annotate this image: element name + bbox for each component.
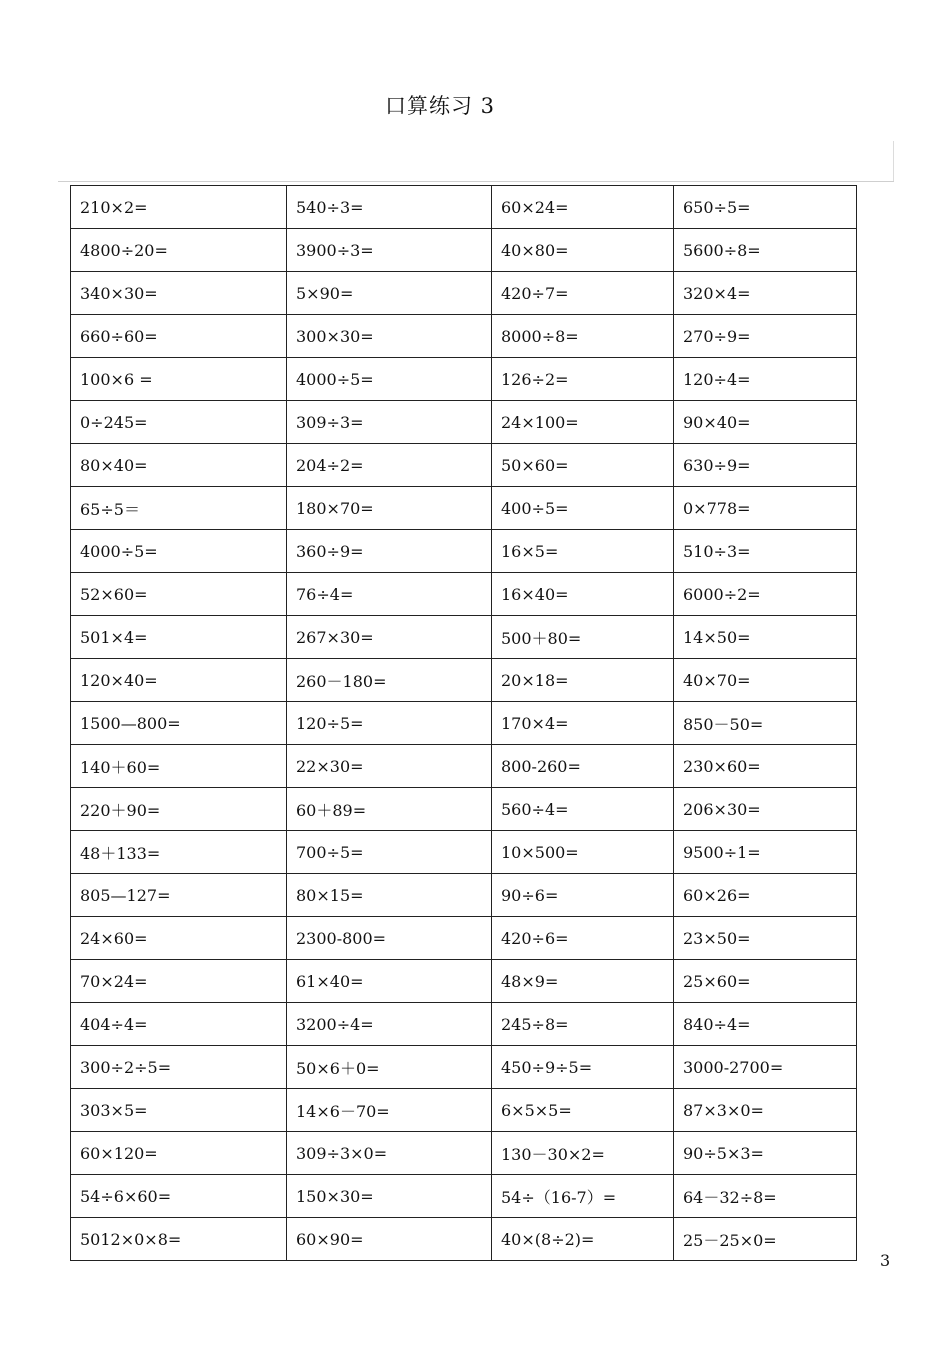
problem-cell: 100×6 = (71, 358, 287, 401)
problem-cell: 220＋90= (71, 788, 287, 831)
problem-cell: 54÷6×60= (71, 1175, 287, 1218)
problem-cell: 126÷2= (492, 358, 674, 401)
problem-cell: 150×30= (287, 1175, 492, 1218)
problem-cell: 22×30= (287, 745, 492, 788)
problem-cell: 40×70= (674, 659, 857, 702)
problem-cell: 230×60= (674, 745, 857, 788)
problem-cell: 1500—800= (71, 702, 287, 745)
problem-cell: 48×9= (492, 960, 674, 1003)
problem-cell: 2300-800= (287, 917, 492, 960)
problem-cell: 40×(8÷2)= (492, 1218, 674, 1261)
problem-cell: 3000-2700= (674, 1046, 857, 1089)
problem-cell: 540÷3= (287, 186, 492, 229)
problem-cell: 0÷245= (71, 401, 287, 444)
problem-cell: 260－180= (287, 659, 492, 702)
problem-cell: 805—127= (71, 874, 287, 917)
problem-cell: 0×778= (674, 487, 857, 530)
problem-cell: 320×4= (674, 272, 857, 315)
problem-cell: 60×90= (287, 1218, 492, 1261)
table-row (71, 315, 857, 358)
table-row (71, 487, 857, 530)
table-row (71, 229, 857, 272)
problem-cell: 309÷3= (287, 401, 492, 444)
problem-cell: 270÷9= (674, 315, 857, 358)
table-row (71, 358, 857, 401)
problem-cell: 300×30= (287, 315, 492, 358)
table-row (71, 272, 857, 315)
problem-cell: 10×500= (492, 831, 674, 874)
problem-cell: 650÷5= (674, 186, 857, 229)
problem-cell: 54÷（16-7）= (492, 1175, 674, 1218)
problem-cell: 16×5= (492, 530, 674, 573)
table-row (71, 1175, 857, 1218)
problem-cell: 130－30×2= (492, 1132, 674, 1175)
table-row (71, 874, 857, 917)
page-number: 3 (880, 1251, 891, 1270)
problem-cell: 180×70= (287, 487, 492, 530)
problem-cell: 700÷5= (287, 831, 492, 874)
problem-cell: 309÷3×0= (287, 1132, 492, 1175)
problem-cell: 206×30= (674, 788, 857, 831)
table-row (71, 616, 857, 659)
page-title: 口算练习 3 (384, 94, 496, 118)
problem-cell: 24×100= (492, 401, 674, 444)
problem-cell: 16×40= (492, 573, 674, 616)
problem-cell: 170×4= (492, 702, 674, 745)
problem-cell: 120×40= (71, 659, 287, 702)
problem-cell: 60×120= (71, 1132, 287, 1175)
problem-cell: 14×6－70= (287, 1089, 492, 1132)
problem-cell: 140＋60= (71, 745, 287, 788)
table-row (71, 401, 857, 444)
problem-cell: 4000÷5= (71, 530, 287, 573)
problem-cell: 4800÷20= (71, 229, 287, 272)
table-row (71, 1089, 857, 1132)
problem-cell: 50×6＋0= (287, 1046, 492, 1089)
problem-cell: 303×5= (71, 1089, 287, 1132)
problem-cell: 60＋89= (287, 788, 492, 831)
problem-cell: 210×2= (71, 186, 287, 229)
problem-cell: 204÷2= (287, 444, 492, 487)
problem-cell: 800-260= (492, 745, 674, 788)
table-row (71, 186, 857, 229)
problem-cell: 60×24= (492, 186, 674, 229)
problem-cell: 48＋133= (71, 831, 287, 874)
problem-cell: 64－32÷8= (674, 1175, 857, 1218)
problem-cell: 9500÷1= (674, 831, 857, 874)
problem-cell: 20×18= (492, 659, 674, 702)
problem-cell: 510÷3= (674, 530, 857, 573)
problem-cell: 14×50= (674, 616, 857, 659)
problem-cell: 501×4= (71, 616, 287, 659)
table-row (71, 573, 857, 616)
problem-cell: 40×80= (492, 229, 674, 272)
problem-cell: 400÷5= (492, 487, 674, 530)
problem-cell: 90÷5×3= (674, 1132, 857, 1175)
problem-cell: 3200÷4= (287, 1003, 492, 1046)
table-row (71, 1132, 857, 1175)
problem-cell: 245÷8= (492, 1003, 674, 1046)
problem-cell: 660÷60= (71, 315, 287, 358)
header-divider (58, 181, 894, 182)
problem-cell: 25×60= (674, 960, 857, 1003)
table-row (71, 1218, 857, 1261)
problem-cell: 450÷9÷5= (492, 1046, 674, 1089)
table-row (71, 444, 857, 487)
problem-cell: 120÷5= (287, 702, 492, 745)
problem-cell: 76÷4= (287, 573, 492, 616)
header-edge-mark (893, 141, 894, 181)
problem-cell: 25－25×0= (674, 1218, 857, 1261)
table-row (71, 788, 857, 831)
problem-cell: 420÷7= (492, 272, 674, 315)
arithmetic-table-body (71, 186, 857, 1261)
problem-cell: 630÷9= (674, 444, 857, 487)
problem-cell: 23×50= (674, 917, 857, 960)
problem-cell: 60×26= (674, 874, 857, 917)
problem-cell: 90÷6= (492, 874, 674, 917)
problem-cell: 87×3×0= (674, 1089, 857, 1132)
problem-cell: 120÷4= (674, 358, 857, 401)
problem-cell: 80×40= (71, 444, 287, 487)
problem-cell: 840÷4= (674, 1003, 857, 1046)
problem-cell: 420÷6= (492, 917, 674, 960)
problem-cell: 50×60= (492, 444, 674, 487)
table-row (71, 1046, 857, 1089)
problem-cell: 267×30= (287, 616, 492, 659)
problem-cell: 3900÷3= (287, 229, 492, 272)
problem-cell: 560÷4= (492, 788, 674, 831)
table-row (71, 1003, 857, 1046)
table-row (71, 659, 857, 702)
problem-cell: 850－50= (674, 702, 857, 745)
arithmetic-table (70, 185, 857, 1261)
problem-cell: 61×40= (287, 960, 492, 1003)
table-row (71, 702, 857, 745)
table-row (71, 831, 857, 874)
problem-cell: 90×40= (674, 401, 857, 444)
problem-cell: 360÷9= (287, 530, 492, 573)
problem-cell: 300÷2÷5= (71, 1046, 287, 1089)
problem-cell: 404÷4= (71, 1003, 287, 1046)
problem-cell: 24×60= (71, 917, 287, 960)
problem-cell: 6×5×5= (492, 1089, 674, 1132)
problem-cell: 5012×0×8= (71, 1218, 287, 1261)
table-row (71, 530, 857, 573)
problem-cell: 52×60= (71, 573, 287, 616)
problem-cell: 8000÷8= (492, 315, 674, 358)
problem-cell: 6000÷2= (674, 573, 857, 616)
problem-cell: 5600÷8= (674, 229, 857, 272)
problem-cell: 80×15= (287, 874, 492, 917)
problem-cell: 4000÷5= (287, 358, 492, 401)
table-row (71, 917, 857, 960)
table-row (71, 745, 857, 788)
problem-cell: 5×90= (287, 272, 492, 315)
problem-cell: 70×24= (71, 960, 287, 1003)
problem-cell: 500＋80= (492, 616, 674, 659)
problem-cell: 340×30= (71, 272, 287, 315)
table-row (71, 960, 857, 1003)
problem-cell: 65÷5＝ (71, 487, 287, 530)
